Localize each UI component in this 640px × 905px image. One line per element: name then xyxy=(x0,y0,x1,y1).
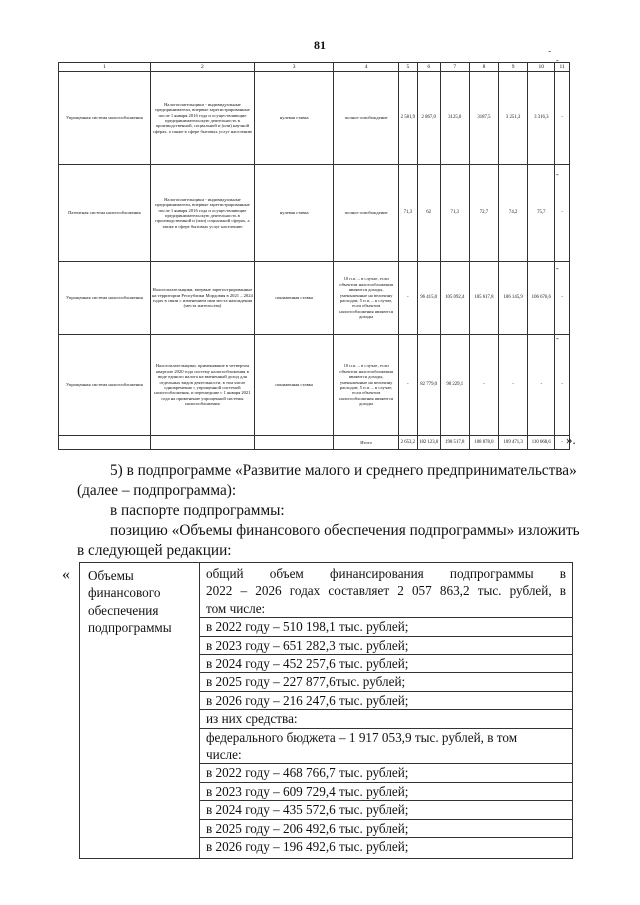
finance-intro: том числе: xyxy=(200,600,572,618)
year-amount: в 2024 году – 435 572,6 тыс. рублей; xyxy=(200,801,572,819)
list-mark: - xyxy=(556,334,559,343)
total-label: Итого xyxy=(334,436,399,450)
list-mark: - xyxy=(556,56,559,65)
tax-system-cell: Упрощенная система налогообложения xyxy=(59,262,151,335)
col-number: 6 xyxy=(417,63,440,72)
column-number-row xyxy=(59,63,570,72)
value-cell: - xyxy=(398,262,417,335)
value-cell: - xyxy=(555,262,570,335)
finance-intro: 2022 – 2026 годах составляет 2 057 863,2 тыс. рублей, в xyxy=(206,583,566,599)
tax-system-cell: Патентная система налогообложения xyxy=(59,165,151,262)
table-row xyxy=(59,335,570,436)
taxpayer-category-cell: Налогоплательщики - индивидуальные предприниматели, впервые зарегистрированные после 1 января 2016 года и осуществляющие предпринимательскую деятельность в производственной и (или) социальной сферах, а также в сфере бытовых услуг населению xyxy=(150,165,254,262)
benefit-type-cell: пониженная ставка xyxy=(255,335,334,436)
col-number: 7 xyxy=(440,63,469,72)
year-amount: в 2023 году – 651 282,3 тыс. рублей; xyxy=(200,637,572,655)
benefit-size-cell: полное освобождение xyxy=(334,72,399,165)
table-row xyxy=(59,165,570,262)
top-mark: - xyxy=(548,46,552,57)
value-cell: 71,3 xyxy=(440,165,469,262)
benefit-size-cell: 10 п.п. – в случае, если объектом налогообложения являются доходы, уменьшенные на величину расходов; 5 п.п. – в случае, если объектом налогообложения являются доходы xyxy=(334,262,399,335)
benefit-type-cell: пониженная ставка xyxy=(255,262,334,335)
benefit-size-cell: полное освобождение xyxy=(334,165,399,262)
body-line: в паспорте подпрограммы: xyxy=(110,502,285,519)
total-value-cell: 110 068,6 xyxy=(528,436,555,450)
value-cell: 3187,5 xyxy=(469,72,498,165)
body-line: позицию «Объемы финансового обеспечения подпрограммы» изложить xyxy=(110,522,580,539)
total-value-cell: 2 653,2 xyxy=(398,436,417,450)
year-amount: в 2022 году – 468 766,7 тыс. рублей; xyxy=(200,764,572,782)
value-cell: 106 676,6 xyxy=(528,262,555,335)
total-value-cell: - xyxy=(555,436,570,450)
value-cell: 3 316,3 xyxy=(528,72,555,165)
value-cell: 72,7 xyxy=(469,165,498,262)
list-mark: - xyxy=(556,264,559,273)
year-amount: в 2023 году – 609 729,4 тыс. рублей; xyxy=(200,783,572,801)
tax-system-cell: Упрощенная система налогообложения xyxy=(59,335,151,436)
body-line: (далее – подпрограмма): xyxy=(77,482,237,499)
total-value-cell: 108 878,0 xyxy=(469,436,498,450)
value-cell: - xyxy=(469,335,498,436)
value-cell: 75,7 xyxy=(528,165,555,262)
finance-label: Объемы финансового обеспечения подпрограммы xyxy=(80,563,200,859)
value-cell: 2 867,0 xyxy=(417,72,440,165)
value-cell: 105 092,4 xyxy=(440,262,469,335)
value-cell: 106 145,9 xyxy=(499,262,528,335)
taxpayer-category-cell: Налогоплательщики, впервые зарегистрированные на территории Республики Мордовия в 2021 – 2024 годах в связи с изменением ими места нахождения (места жительства) xyxy=(150,262,254,335)
col-number: 9 xyxy=(499,63,528,72)
finance-intro: общий объем финансирования подпрограммы в xyxy=(206,566,566,581)
value-cell: - xyxy=(398,335,417,436)
value-cell: 3 251,3 xyxy=(499,72,528,165)
year-amount: в 2025 году – 227 877,6тыс. рублей; xyxy=(200,673,572,691)
value-cell: 90 229,1 xyxy=(440,335,469,436)
benefit-size-cell: 10 п.п. – в случае, если объектом налогообложения являются доходы, уменьшенные на величину расходов; 5 п.п. – в случае, если объектом налогообложения являются доходы xyxy=(334,335,399,436)
empty-cell xyxy=(59,436,151,450)
col-number: 8 xyxy=(469,63,498,72)
value-cell: 3125,0 xyxy=(440,72,469,165)
year-amount: в 2026 году – 216 247,6 тыс. рублей; xyxy=(200,692,572,710)
tax-benefits-table xyxy=(58,62,570,450)
total-value-cell: 109 471,3 xyxy=(499,436,528,450)
value-cell: 2 581,9 xyxy=(398,72,417,165)
list-mark: - xyxy=(556,170,559,179)
sources-label: из них средства: xyxy=(200,710,572,728)
total-value-cell: 198 517,8 xyxy=(440,436,469,450)
taxpayer-category-cell: Налогоплательщики, применявшие в четвертом квартале 2020 года систему налогообложения в виде единого налога на вмененный доход для отдельных видов деятельности, в том числе одновременно с упрощенной системой налогообложения, и перешедшие с 1 января 2021 года на применение упрощенной системы налогообложения xyxy=(150,335,254,436)
value-cell: 74,2 xyxy=(499,165,528,262)
col-number: 2 xyxy=(150,63,254,72)
total-value-cell: 182 123,0 xyxy=(417,436,440,450)
taxpayer-category-cell: Налогоплательщики - индивидуальные предприниматели, впервые зарегистрированные после 1 января 2016 года и осуществляющие предпринимательскую деятельность в производственной, социальной и (или) научной сферах, а также в сфере бытовых услуг населению xyxy=(150,72,254,165)
benefit-type-cell: нулевая ставка xyxy=(255,165,334,262)
empty-cell xyxy=(150,436,254,450)
value-cell: 62 xyxy=(417,165,440,262)
col-number: 11 xyxy=(555,63,570,72)
page-number: 81 xyxy=(314,38,326,52)
col-number: 3 xyxy=(255,63,334,72)
table-row xyxy=(59,72,570,165)
value-cell: - xyxy=(528,335,555,436)
tax-system-cell: Упрощенная система налогообложения xyxy=(59,72,151,165)
year-amount: в 2025 году – 206 492,6 тыс. рублей; xyxy=(200,820,572,838)
value-cell: 71,3 xyxy=(398,165,417,262)
closing-quote: ». xyxy=(566,432,576,447)
benefit-type-cell: нулевая ставка xyxy=(255,72,334,165)
col-number: 4 xyxy=(334,63,399,72)
finance-content xyxy=(200,563,573,859)
value-cell: 82 779,0 xyxy=(417,335,440,436)
year-amount: в 2022 году – 510 198,1 тыс. рублей; xyxy=(200,618,572,636)
federal-budget: числе: xyxy=(200,746,572,764)
value-cell: - xyxy=(499,335,528,436)
year-amount: в 2024 году – 452 257,6 тыс. рублей; xyxy=(200,655,572,673)
value-cell: 96 415,0 xyxy=(417,262,440,335)
table-row xyxy=(59,262,570,335)
total-row xyxy=(59,436,570,450)
empty-cell xyxy=(255,436,334,450)
col-number: 10 xyxy=(528,63,555,72)
value-cell: 105 617,8 xyxy=(469,262,498,335)
col-number: 1 xyxy=(59,63,151,72)
body-line: в следующей редакции: xyxy=(77,542,232,559)
value-cell: - xyxy=(555,335,570,436)
federal-budget: федерального бюджета – 1 917 053,9 тыс. рублей, в том xyxy=(206,729,518,745)
year-amount: в 2026 году – 196 492,6 тыс. рублей; xyxy=(206,839,409,855)
value-cell: - xyxy=(555,165,570,262)
value-cell: - xyxy=(555,72,570,165)
body-line: 5) в подпрограмме «Развитие малого и среднего предпринимательства» xyxy=(110,462,577,479)
col-number: 5 xyxy=(398,63,417,72)
finance-table xyxy=(79,562,573,859)
opening-quote: « xyxy=(62,566,70,583)
